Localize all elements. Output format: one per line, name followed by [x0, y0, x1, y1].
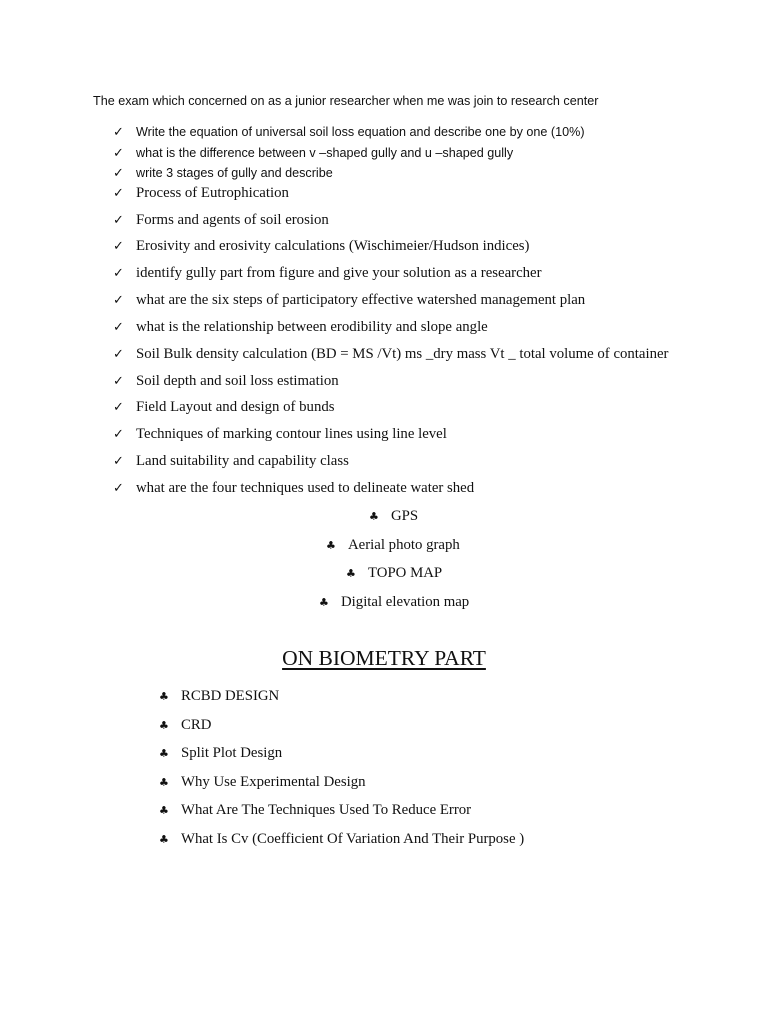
- checkmark-icon: ✓: [113, 454, 124, 469]
- list-item: [113, 166, 333, 181]
- club-bullet-icon: ♣: [159, 804, 169, 817]
- club-bullet-icon: ♣: [326, 539, 336, 552]
- sub-list-item-text: GPS: [391, 508, 419, 524]
- intro-text: The exam which concerned on as a junior researcher when me was join to research center: [93, 94, 599, 108]
- list-item-text: Process of Eutrophication: [136, 185, 289, 201]
- list-item-text: what are the six steps of participatory effective watershed management plan: [136, 292, 586, 308]
- sub-list-item: [346, 565, 442, 582]
- list-item: [113, 346, 669, 363]
- list-item: [113, 453, 349, 470]
- list-item-text: Split Plot Design: [181, 745, 283, 761]
- list-item-text: Write the equation of universal soil loss equation and describe one by one (10%): [136, 125, 585, 139]
- checkmark-icon: ✓: [113, 239, 124, 254]
- sub-list-item-text: TOPO MAP: [368, 565, 443, 581]
- list-item: [159, 745, 282, 762]
- list-item: [113, 212, 329, 229]
- list-item: [113, 373, 339, 390]
- checkmark-icon: ✓: [113, 146, 124, 161]
- list-item: [113, 319, 488, 336]
- list-item: [159, 802, 471, 819]
- list-item-text: CRD: [181, 717, 212, 733]
- club-bullet-icon: ♣: [159, 690, 169, 703]
- list-item-text: Why Use Experimental Design: [181, 774, 366, 790]
- list-item-text: what is the relationship between erodibility and slope angle: [136, 319, 488, 335]
- club-bullet-icon: ♣: [159, 833, 169, 846]
- sub-list-item-text: Aerial photo graph: [348, 537, 460, 553]
- list-item: [113, 480, 474, 497]
- list-item-text: what are the four techniques used to delineate water shed: [136, 480, 475, 496]
- club-bullet-icon: ♣: [159, 747, 169, 760]
- list-item: [113, 146, 513, 161]
- list-item-text: RCBD DESIGN: [181, 688, 280, 704]
- checkmark-icon: ✓: [113, 427, 124, 442]
- list-item-text: what is the difference between v –shaped gully and u –shaped gully: [136, 146, 514, 160]
- checkmark-icon: ✓: [113, 481, 124, 496]
- checkmark-icon: ✓: [113, 125, 124, 140]
- list-item: [113, 185, 289, 202]
- checkmark-icon: ✓: [113, 213, 124, 228]
- sub-list-item: [369, 508, 418, 525]
- checkmark-icon: ✓: [113, 266, 124, 281]
- list-item: [113, 292, 585, 309]
- list-item-text: Soil Bulk density calculation (BD = MS /Vt) ms _dry mass Vt _ total volume of container: [136, 346, 669, 362]
- sub-list-item: [319, 594, 469, 611]
- checkmark-icon: ✓: [113, 347, 124, 362]
- checkmark-icon: ✓: [113, 166, 124, 181]
- sub-list-item-text: Digital elevation map: [341, 594, 470, 610]
- sub-list-item: [326, 537, 460, 554]
- checkmark-icon: ✓: [113, 400, 124, 415]
- list-item-text: What Are The Techniques Used To Reduce Error: [181, 802, 472, 818]
- list-item-text: Field Layout and design of bunds: [136, 399, 335, 415]
- club-bullet-icon: ♣: [369, 510, 379, 523]
- list-item: [113, 426, 447, 443]
- list-item-text: Soil depth and soil loss estimation: [136, 373, 339, 389]
- list-item: [113, 399, 335, 416]
- list-item: [113, 238, 529, 255]
- club-bullet-icon: ♣: [159, 776, 169, 789]
- list-item: [159, 688, 279, 705]
- club-bullet-icon: ♣: [159, 719, 169, 732]
- checkmark-icon: ✓: [113, 374, 124, 389]
- list-item-text: Forms and agents of soil erosion: [136, 212, 329, 228]
- list-item-text: Techniques of marking contour lines using line level: [136, 426, 447, 442]
- list-item: [159, 831, 524, 848]
- list-item: [159, 717, 211, 734]
- list-item-text: Erosivity and erosivity calculations (Wischimeier/Hudson indices): [136, 238, 530, 254]
- list-item: [113, 125, 585, 140]
- list-item: [159, 774, 366, 791]
- club-bullet-icon: ♣: [319, 596, 329, 609]
- list-item: [113, 265, 542, 282]
- list-item-text: identify gully part from figure and give your solution as a researcher: [136, 265, 542, 281]
- list-item-text: write 3 stages of gully and describe: [136, 166, 333, 180]
- checkmark-icon: ✓: [113, 293, 124, 308]
- club-bullet-icon: ♣: [346, 567, 356, 580]
- checkmark-icon: ✓: [113, 186, 124, 201]
- section-heading: ON BIOMETRY PART: [282, 646, 486, 670]
- checkmark-icon: ✓: [113, 320, 124, 335]
- list-item-text: Land suitability and capability class: [136, 453, 349, 469]
- list-item-text: What Is Cv (Coefficient Of Variation And Their Purpose ): [181, 831, 525, 847]
